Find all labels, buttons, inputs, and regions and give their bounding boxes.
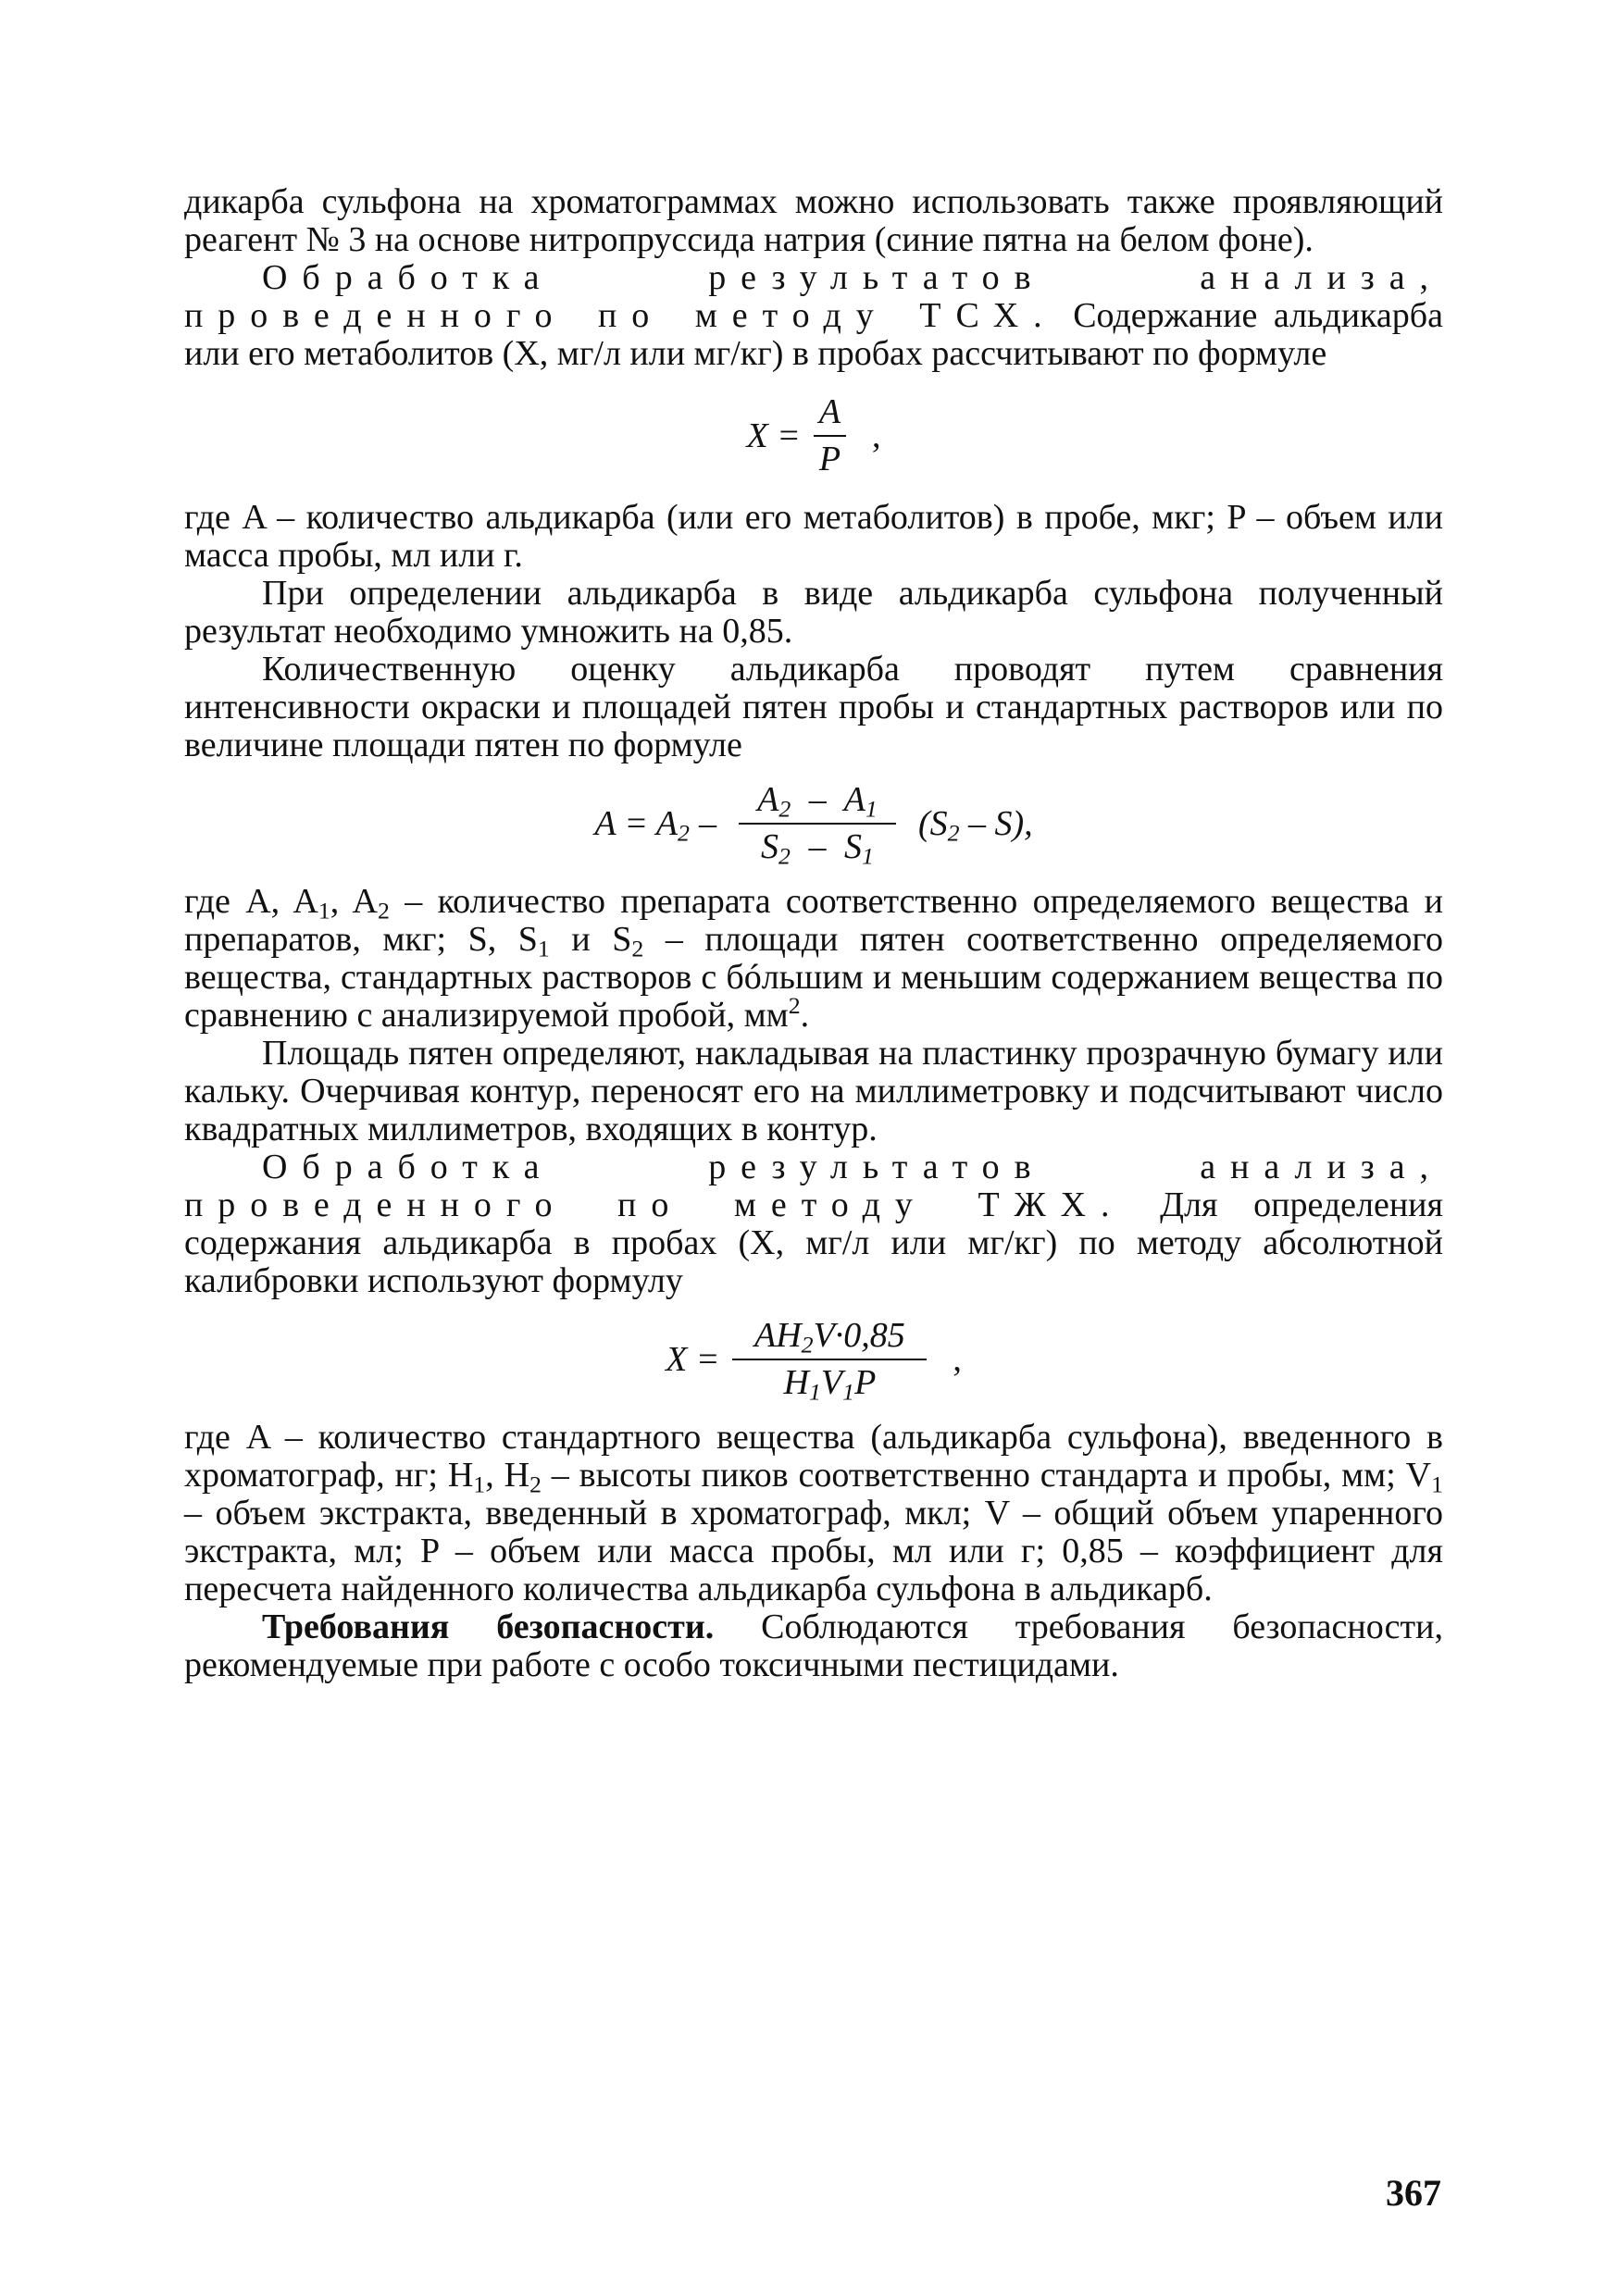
formula-lhs: X =	[746, 416, 801, 455]
paragraph-where-a-h-v: где A – количество стандартного вещества (альдикарба сульфона), введенного в хроматограф, нг; $H_1$, $H_2$ – высоты пиков соответственно стандарта и пробы, мм; $V_1$ – объем экстракта, введенный в хроматограф, мкл; V – общий объем упаренного экстракта, мл; P – объем или масса пробы, мл или г; 0,85 – коэффициент для пересчета найденного количества альдикарба сульфона в альдикарб.	[184, 1418, 1443, 1608]
formula-comma: ,	[872, 416, 881, 455]
formula-denominator: $H_1V_1P$	[783, 1363, 877, 1406]
paragraph-quantitative-estimate: Количественную оценку альдикарба проводят путем сравнения интенсивности окраски и площадей пятен пробы и стандартных растворов или по величине площади пятен по формуле	[184, 650, 1443, 764]
paragraph-gzhx-processing	[184, 1148, 1443, 1300]
paragraph-sulfone-factor: При определении альдикарба в виде альдикарба сульфона полученный результат необходимо умножить на 0,85.	[184, 574, 1443, 651]
formula-numerator: $AH_2V\cdot 0,85$	[754, 1316, 905, 1359]
paragraph-spot-area: Площадь пятен определяют, накладывая на пластинку прозрачную бумагу или кальку. Очерчивая контур, переносят его на миллиметровку и подсчитывают число квадратных миллиметров, входящих в контур.	[184, 1034, 1443, 1148]
paragraph-tsx-processing	[184, 259, 1443, 373]
paragraph-where-a-s: где A, $A_1$, $A_2$ – количество препарата соответственно определяемого вещества и препаратов, мкг; S, $S_1$ и $S_2$ – площади пятен соответственно определяемого вещества, стандартных растворов с бóльшим и меньшим содержанием вещества по сравнению с анализируемой пробой, $мм^2$.	[184, 882, 1443, 1035]
formula-comma: ,	[953, 1339, 962, 1379]
paragraph-continuation: дикарба сульфона на хроматограммах можно использовать также проявляющий реагент № 3 на основе нитропруссида натрия (синие пятна на белом фоне).	[184, 182, 1443, 259]
formula-tail: $(S_2 - S)$,	[917, 803, 1033, 846]
formula-numerator: $A_2 - A_1$	[757, 780, 878, 823]
document-page	[184, 183, 1443, 1684]
section-heading-tsx: Обработка результатов анализа, проведенного по методу ТСХ.	[184, 258, 1443, 335]
formula-lhs: X =	[666, 1339, 720, 1379]
section-heading-gzhx: Обработка результатов анализа, проведенного по методу ТЖХ.	[184, 1148, 1443, 1224]
formula-denominator: $S_2 - S_1$	[761, 827, 874, 870]
formula-fraction	[814, 393, 846, 478]
formula-denominator: P	[818, 440, 841, 478]
formula-area-interpolation	[184, 780, 1443, 870]
paragraph-where-a-p: где A – количество альдикарба (или его метаболитов) в пробе, мкг; P – объем или масса пробы, мл или г.	[184, 498, 1443, 575]
formula-lhs: $A = A_2$	[594, 803, 690, 846]
page-number: 367	[1386, 2172, 1441, 2214]
formula-minus: –	[698, 803, 716, 843]
paragraph-text: Содержание альдикарба или его метаболитов (X, мг/л или мг/кг) в пробах рассчитывают по формуле	[184, 296, 1444, 373]
paragraph-text: Для определения содержания альдикарба в пробах (X, мг/л или мг/кг) по методу абсолютной калибровки используют формулу	[184, 1185, 1443, 1300]
formula-fraction	[732, 1316, 927, 1406]
paragraph-safety	[184, 1608, 1443, 1684]
formula-x-equals-a-over-p	[184, 393, 1443, 478]
formula-numerator: A	[818, 392, 841, 431]
formula-absolute-calibration	[184, 1316, 1443, 1406]
paragraph-text: Соблюдаются требования безопасности, рекомендуемые при работе с особо токсичными пестицидами.	[184, 1607, 1443, 1684]
section-heading-safety: Требования безопасности.	[262, 1607, 715, 1646]
formula-fraction	[739, 780, 896, 870]
